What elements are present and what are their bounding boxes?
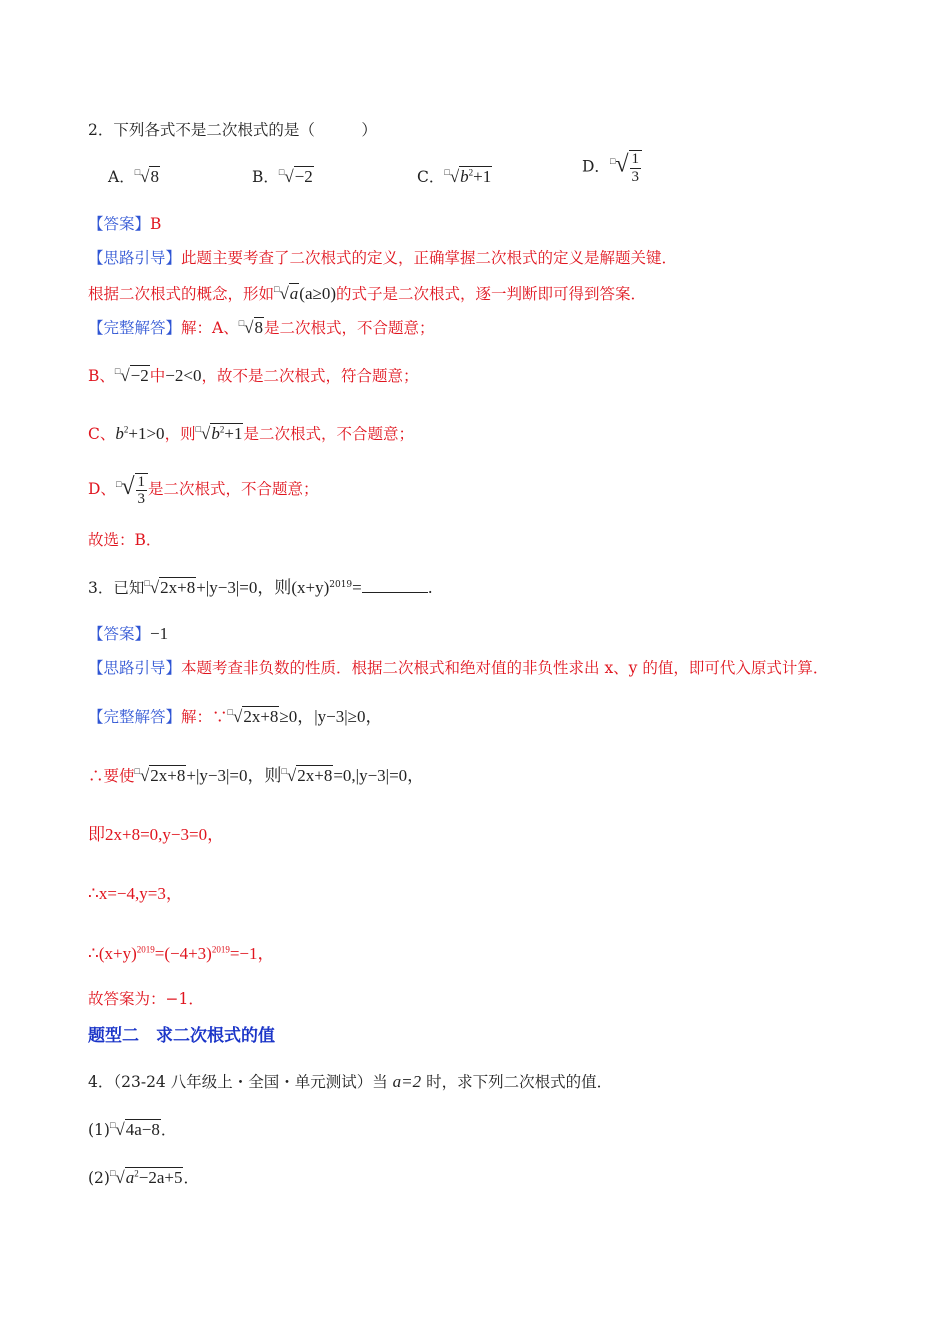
guide-text: 本题考查非负数的性质．根据二次根式和绝对值的非负性求出 x、y 的值，即可代入原式计算． [181,659,829,677]
q3-stem: 3．已知□√2x+8+|y−3|=0，则$(x+y)^{2019}=$ . [88,578,433,597]
radicand: 2x+8 [160,578,196,597]
radicand-exp: 2 [134,1168,139,1179]
answer-label: 【答案】 [88,625,151,643]
s5-exp: 2019 [136,944,155,955]
q3-step4: ∴x=−4,y=3， [88,884,183,903]
p2-label: (2) [88,1169,110,1187]
p2-end: ． [183,1169,199,1187]
full-b-expr: −2<0 [165,366,202,385]
radicand: 4a−8 [125,1120,160,1139]
s5-post: =−1， [229,944,275,963]
guide-label: 【思路引导】 [88,249,182,267]
radicand-tail: −2a+5 [138,1168,183,1187]
s5-pre: ∴(x+y) [88,944,137,963]
q3-conclusion: 故答案为：−1． [88,990,204,1008]
option-c-label: C． [417,168,445,186]
radicand-exp: 2 [468,167,474,178]
q4-stem [88,1068,612,1095]
q3-step3: 即2x+8=0,y−3=0， [88,825,225,844]
q3-step2: ∴要使□√2x+8+|y−3|=0，则□√2x+8=0,|y−3|=0， [88,766,425,785]
q4-part2: $(2)^□√a^2-2a+5$． [88,1168,199,1187]
q3-stem-exp: 2019 [329,579,353,590]
s2-post: =0,|y−3|=0， [333,766,425,785]
answer-label: 【答案】 [88,215,151,233]
p1-label: (1) [88,1121,110,1139]
q2-full-c: C、$b^2+1>0$，则$^□√b^2+1$是二次根式，不合题意； [88,424,414,443]
radicand: −2 [294,167,313,186]
full-c-post: 是二次根式，不合题意； [243,425,414,443]
guide-text: 此题主要考查了二次根式的定义，正确掌握二次根式的定义是解题关键． [181,249,678,267]
full-label: 【完整解答】 [88,708,182,726]
option-b-label: B． [252,168,279,186]
q2-answer [88,212,161,237]
answer-value: −1 [150,624,169,643]
q2-conclusion: 故选：B． [88,531,162,549]
guide-label: 【思路引导】 [88,659,182,677]
radicand: 8 [254,318,263,337]
radicand-exp: 2 [219,424,225,435]
frac-num: 1 [137,473,146,490]
q2-option-a: A．□√8 [108,167,159,186]
c-exp: 2 [123,424,129,435]
q2-stem: 2．下列各式不是二次根式的是（ ） [88,121,377,139]
q4-part1: (1)□√4a−8． [88,1120,177,1139]
q2-full-b: B、□√−2中−2<0，故不是二次根式，符合题意； [88,366,419,385]
full-a-pre: 解：A、 [181,319,239,337]
q4-stem-pre: 4．（23-24 八年级上・全国・单元测试）当 [88,1073,393,1091]
q2-full-d: D、□√ $\frac{1}{3}$ 是二次根式，不合题意； [88,473,319,508]
q2-option-b: B．□√−2 [252,167,313,186]
q3-stem-post: = [352,578,362,597]
answer-value: B [150,215,162,233]
c-base: b [115,424,124,443]
full-a-post: 是二次根式，不合题意； [264,319,435,337]
q3-stem-mid: +|y−3|=0，则 [196,578,292,597]
q2-option-d: D．□√ $\frac{1}{3}$ [582,150,642,185]
q3-stem-pre: 3．已知 [88,579,145,597]
radicand-base: b [460,167,469,186]
s2-pre: ∴要使 [88,767,135,785]
full-c-expr: +1>0 [128,424,165,443]
radicand-base: a [125,1168,135,1187]
s1-pre: 解：∵ [181,708,228,726]
q2-option-c: C．$^□√b^2+1$ [417,167,492,186]
p1-end: ． [160,1121,177,1139]
answer-blank [362,592,428,593]
concept-post: 的式子是二次根式，逐一判断即可得到答案． [336,285,647,303]
q4-stem-post: 时，求下列二次根式的值． [421,1073,613,1091]
full-d-post: 是二次根式，不合题意； [148,480,319,498]
s2-mid: +|y−3|=0，则 [186,766,282,785]
radicand: −2 [130,366,149,385]
radicand-base: b [211,424,220,443]
q3-stem-end: . [427,579,433,597]
frac-den: 3 [631,168,640,185]
radicand: 8 [150,167,159,186]
q4-stem-val: a=2 [392,1072,422,1091]
concept-pre: 根据二次根式的概念，形如 [88,285,275,303]
section-title: 题型二 求二次根式的值 [88,1026,275,1046]
full-b-pre: B、 [88,367,115,385]
q3-stem-expr: (x+y) [291,578,330,597]
full-b-mid: 中 [149,367,166,385]
q2-full-a: 【完整解答】解：A、□√8是二次根式，不合题意； [88,318,435,337]
frac-den: 3 [137,491,146,508]
option-a-label: A． [108,168,135,186]
concept-cond: (a≥0) [299,284,336,303]
radicand-tail: +1 [224,424,243,443]
s5-mid: =(−4+3) [154,944,212,963]
q2-guide [88,246,677,271]
s5-exp2: 2019 [211,944,230,955]
concept-radicand: a [289,284,299,303]
radicand: 2x+8 [150,766,186,785]
q3-answer [88,620,168,647]
radicand-tail: +1 [473,167,492,186]
q3-guide [88,656,828,681]
full-c-mid: ，则 [164,425,196,443]
option-d-label: D． [582,157,610,176]
q2-concept: 根据二次根式的概念，形如□√a(a≥0)的式子是二次根式，逐一判断即可得到答案． [88,284,647,303]
q3-step1: 【完整解答】解：∵□√2x+8≥0，|y−3|≥0， [88,707,383,726]
full-label: 【完整解答】 [88,319,182,337]
frac-num: 1 [631,151,640,167]
full-b-post: ，故不是二次根式，符合题意； [201,367,419,385]
radicand: 2x+8 [297,766,333,785]
full-d-pre: D、 [88,480,116,498]
full-c-pre: C、 [88,425,116,443]
s1-post: ≥0，|y−3|≥0， [279,707,383,726]
q3-step5 [88,940,275,967]
radicand: 2x+8 [243,707,279,726]
